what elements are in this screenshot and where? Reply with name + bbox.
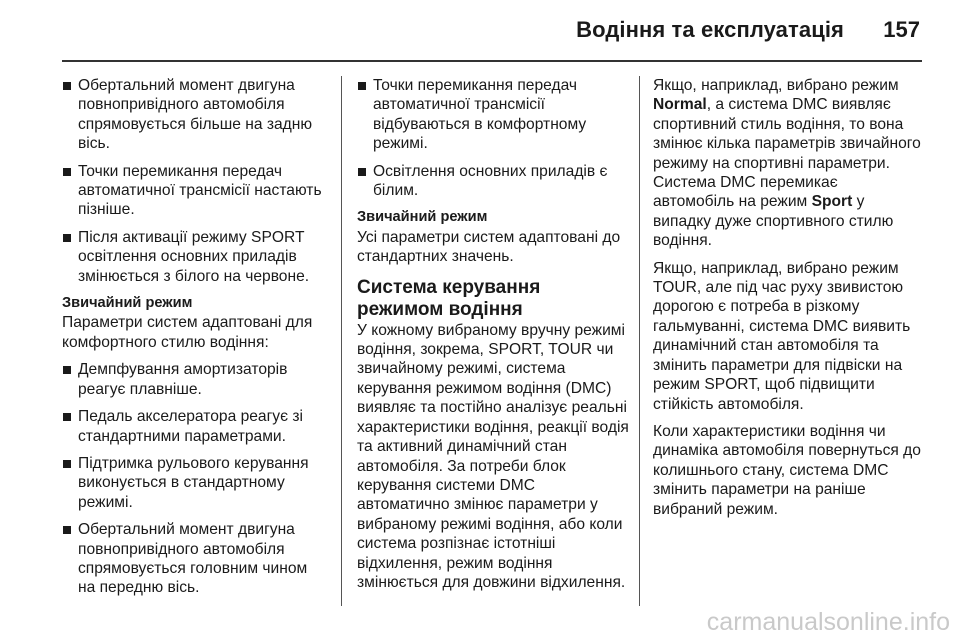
header-rule [62,60,922,62]
mode-name-normal: Normal [653,96,707,114]
paragraph: У кожному вибраному вручну режимі водіння, зокрема, SPORT, TOUR чи звичайному режимі, система керування режимом водіння (DMC) виявляє та постійно аналізує реальні характеристики водіння, реакції водія та активний динамічний стан автомобіля. За потреби блок керування системи DMC автоматично змінює параметри у вибраному режимі водіння, або коли система розпізнає істотніші відхилення, режим водіння змінюється для довжини відхилення. [357,321,629,591]
column-2 [357,76,631,600]
section-subheading: Звичайний режим [357,209,488,226]
bullet-item: Демпфування амортизаторів реагує плавніше. [62,360,328,399]
bullet-item: Після активації режиму SPORT освітлення основних приладів змінюється з білого на червоне. [62,228,328,286]
bullet-item: Освітлення основних приладів є білим. [357,162,631,201]
column-3 [653,76,923,527]
bullet-item: Педаль акселератора реагує зі стандартними параметрами. [62,407,328,446]
bullet-item: Точки перемикання передач автоматичної трансмісії відбуваються в комфортному режимі. [357,76,631,154]
page-header [0,0,960,60]
text-run: Якщо, наприклад, вибрано режим [653,77,899,94]
page-number: 157 [883,17,920,42]
bullet-item: Точки перемикання передач автоматичної трансмісії настають пізніше. [62,162,328,220]
text-run: у випадку дуже спортивного стилю водіння. [653,193,894,250]
mode-name-sport: Sport [811,193,853,211]
paragraph: Усі параметри систем адаптовані до стандартних значень. [357,228,621,266]
bullet-item: Обертальний момент двигуна повнопривідного автомобіля спрямовується головним чином на передню вісь. [62,520,328,598]
column-1 [62,76,328,606]
column-divider-1 [341,76,342,606]
paragraph: Параметри систем адаптовані для комфортного стилю водіння: [62,314,313,351]
bullet-item: Підтримка рульового керування виконується в стандартному режимі. [62,454,328,512]
section-subheading: Звичайний режим [62,295,193,312]
paragraph: Коли характеристики водіння чи динаміка автомобіля повернуться до колишнього стану, система DMC змінить параметри на раніше вибраний режим. [653,422,921,518]
paragraph: Якщо, наприклад, вибрано режим TOUR, але під час руху звивистою дорогою є потреба в різкому гальмуванні, система DMC виявить динамічний стан автомобіля та змінить параметри для підвіски на режим SPORT, щоб підвищити стійкість автомобіля. [653,259,911,413]
bullet-item: Обертальний момент двигуна повнопривідного автомобіля спрямовується більше на задню вісь. [62,76,328,154]
text-run: , а система DMC виявляє спортивний стиль водіння, то вона змінює кілька параметрів звичайного режиму на спортивні параметри. Система DMC перемикає автомобіль на режим [653,96,921,211]
paragraph [653,76,923,251]
watermark: carmanualsonline.info [706,608,950,636]
column-divider-2 [639,76,640,606]
section-heading: Система керування режимом водіння [357,276,541,320]
page-title: Водіння та експлуатація [576,17,844,42]
